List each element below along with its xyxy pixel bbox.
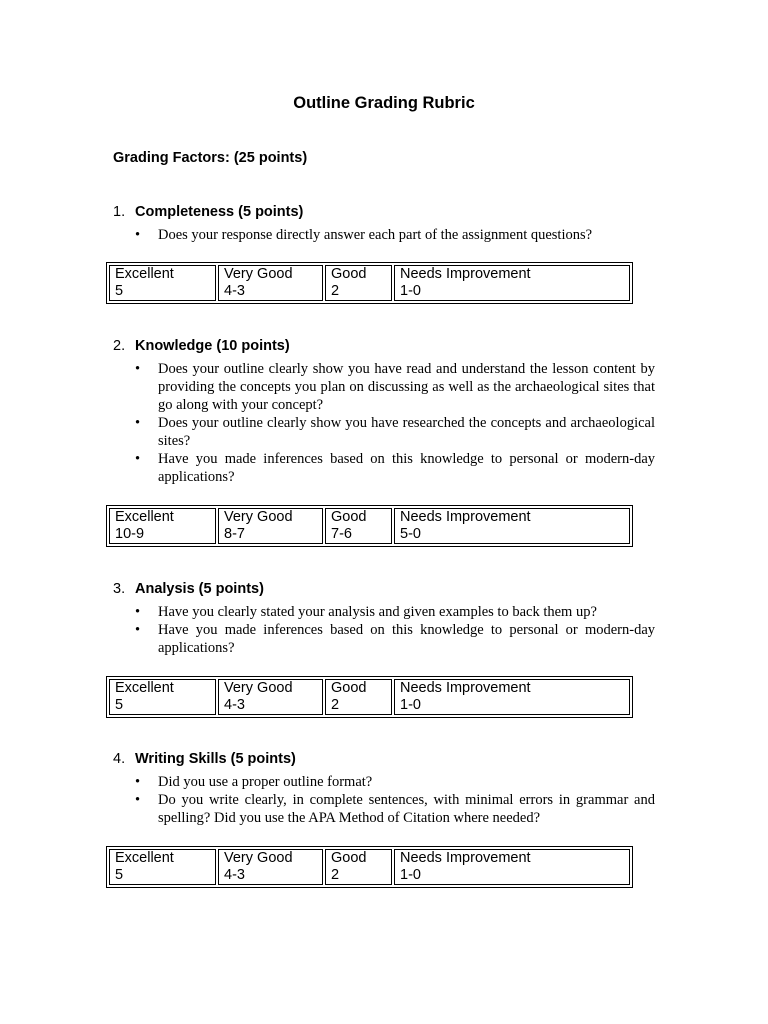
rubric-cell-needs-improvement xyxy=(394,508,630,544)
table-row xyxy=(109,265,630,301)
rubric-level: Good xyxy=(331,266,367,282)
bullet-list xyxy=(113,773,655,827)
rubric-table-completeness xyxy=(106,262,633,304)
list-item xyxy=(113,360,655,414)
rubric-cell-very-good xyxy=(218,508,323,544)
section-number: 1. xyxy=(113,204,126,220)
rubric-level: Good xyxy=(331,509,367,525)
bullet-text: Do you write clearly, in complete sentences, with minimal errors in grammar and spelling? Did you use the APA Method of Citation where needed? xyxy=(158,792,655,826)
section-completeness xyxy=(113,203,655,244)
bullet-icon: • xyxy=(135,774,141,790)
section-number: 2. xyxy=(113,338,126,354)
rubric-table-writing-skills xyxy=(106,846,633,888)
section-name: Completeness (5 points) xyxy=(135,204,304,220)
rubric-points: 8-7 xyxy=(224,526,245,542)
rubric-level: Needs Improvement xyxy=(400,850,531,866)
list-item xyxy=(113,226,655,244)
rubric-cell-good xyxy=(325,508,392,544)
bullet-text: Have you made inferences based on this knowledge to personal or modern-day applications? xyxy=(158,622,655,656)
bullet-icon: • xyxy=(135,622,141,638)
bullet-icon: • xyxy=(135,227,141,243)
rubric-cell-good xyxy=(325,679,392,715)
rubric-level: Excellent xyxy=(115,509,174,525)
rubric-points: 4-3 xyxy=(224,283,245,299)
section-heading xyxy=(113,337,655,355)
rubric-level: Good xyxy=(331,680,367,696)
rubric-cell-very-good xyxy=(218,679,323,715)
rubric-points: 1-0 xyxy=(400,867,421,883)
section-number: 3. xyxy=(113,581,126,597)
section-writing-skills xyxy=(113,750,655,827)
bullet-text: Did you use a proper outline format? xyxy=(158,774,373,790)
section-name: Knowledge (10 points) xyxy=(135,338,290,354)
bullet-list xyxy=(113,603,655,657)
rubric-cell-excellent xyxy=(109,679,216,715)
rubric-points: 7-6 xyxy=(331,526,352,542)
rubric-level: Needs Improvement xyxy=(400,680,531,696)
bullet-icon: • xyxy=(135,792,141,808)
section-knowledge xyxy=(113,337,655,486)
rubric-level: Excellent xyxy=(115,680,174,696)
list-item xyxy=(113,773,655,791)
bullet-icon: • xyxy=(135,451,141,467)
bullet-text: Does your outline clearly show you have read and understand the lesson content by providing the concepts you plan on discussing as well as the archaeological sites that go along with your concept? xyxy=(158,361,655,413)
rubric-table-knowledge xyxy=(106,505,633,547)
table-row xyxy=(109,679,630,715)
bullet-list xyxy=(113,226,655,244)
bullet-icon: • xyxy=(135,415,141,431)
section-heading xyxy=(113,203,655,221)
section-name: Writing Skills (5 points) xyxy=(135,751,296,767)
rubric-level: Excellent xyxy=(115,266,174,282)
table-row xyxy=(109,849,630,885)
rubric-level: Needs Improvement xyxy=(400,266,531,282)
table-row xyxy=(109,508,630,544)
rubric-points: 4-3 xyxy=(224,867,245,883)
bullet-text: Does your outline clearly show you have researched the concepts and archaeological sites? xyxy=(158,415,655,449)
list-item xyxy=(113,603,655,621)
rubric-level: Good xyxy=(331,850,367,866)
rubric-level: Very Good xyxy=(224,266,293,282)
rubric-points: 2 xyxy=(331,697,340,713)
section-number: 4. xyxy=(113,751,126,767)
rubric-points: 5 xyxy=(115,697,124,713)
list-item xyxy=(113,414,655,450)
rubric-level: Very Good xyxy=(224,509,293,525)
bullet-text: Have you made inferences based on this knowledge to personal or modern-day applications? xyxy=(158,451,655,485)
grading-factors-heading: Grading Factors: (25 points) xyxy=(113,150,308,166)
rubric-points: 2 xyxy=(331,867,340,883)
rubric-level: Very Good xyxy=(224,850,293,866)
rubric-cell-very-good xyxy=(218,849,323,885)
rubric-cell-good xyxy=(325,849,392,885)
list-item xyxy=(113,791,655,827)
section-heading xyxy=(113,580,655,598)
rubric-cell-good xyxy=(325,265,392,301)
rubric-cell-needs-improvement xyxy=(394,265,630,301)
bullet-text: Does your response directly answer each part of the assignment questions? xyxy=(158,227,593,243)
rubric-points: 1-0 xyxy=(400,697,421,713)
rubric-points: 10-9 xyxy=(115,526,145,542)
rubric-points: 2 xyxy=(331,283,340,299)
rubric-level: Very Good xyxy=(224,680,293,696)
rubric-points: 5 xyxy=(115,283,124,299)
rubric-level: Needs Improvement xyxy=(400,509,531,525)
list-item xyxy=(113,621,655,657)
rubric-cell-needs-improvement xyxy=(394,679,630,715)
rubric-points: 1-0 xyxy=(400,283,421,299)
rubric-points: 5 xyxy=(115,867,124,883)
section-name: Analysis (5 points) xyxy=(135,581,264,597)
rubric-cell-excellent xyxy=(109,849,216,885)
page-title: Outline Grading Rubric xyxy=(293,94,475,112)
bullet-icon: • xyxy=(135,361,141,377)
rubric-cell-excellent xyxy=(109,508,216,544)
section-analysis xyxy=(113,580,655,657)
bullet-icon: • xyxy=(135,604,141,620)
rubric-cell-excellent xyxy=(109,265,216,301)
section-heading xyxy=(113,750,655,768)
list-item xyxy=(113,450,655,486)
rubric-points: 5-0 xyxy=(400,526,421,542)
rubric-cell-needs-improvement xyxy=(394,849,630,885)
rubric-points: 4-3 xyxy=(224,697,245,713)
rubric-cell-very-good xyxy=(218,265,323,301)
rubric-level: Excellent xyxy=(115,850,174,866)
bullet-list xyxy=(113,360,655,486)
rubric-table-analysis xyxy=(106,676,633,718)
bullet-text: Have you clearly stated your analysis and given examples to back them up? xyxy=(158,604,597,620)
